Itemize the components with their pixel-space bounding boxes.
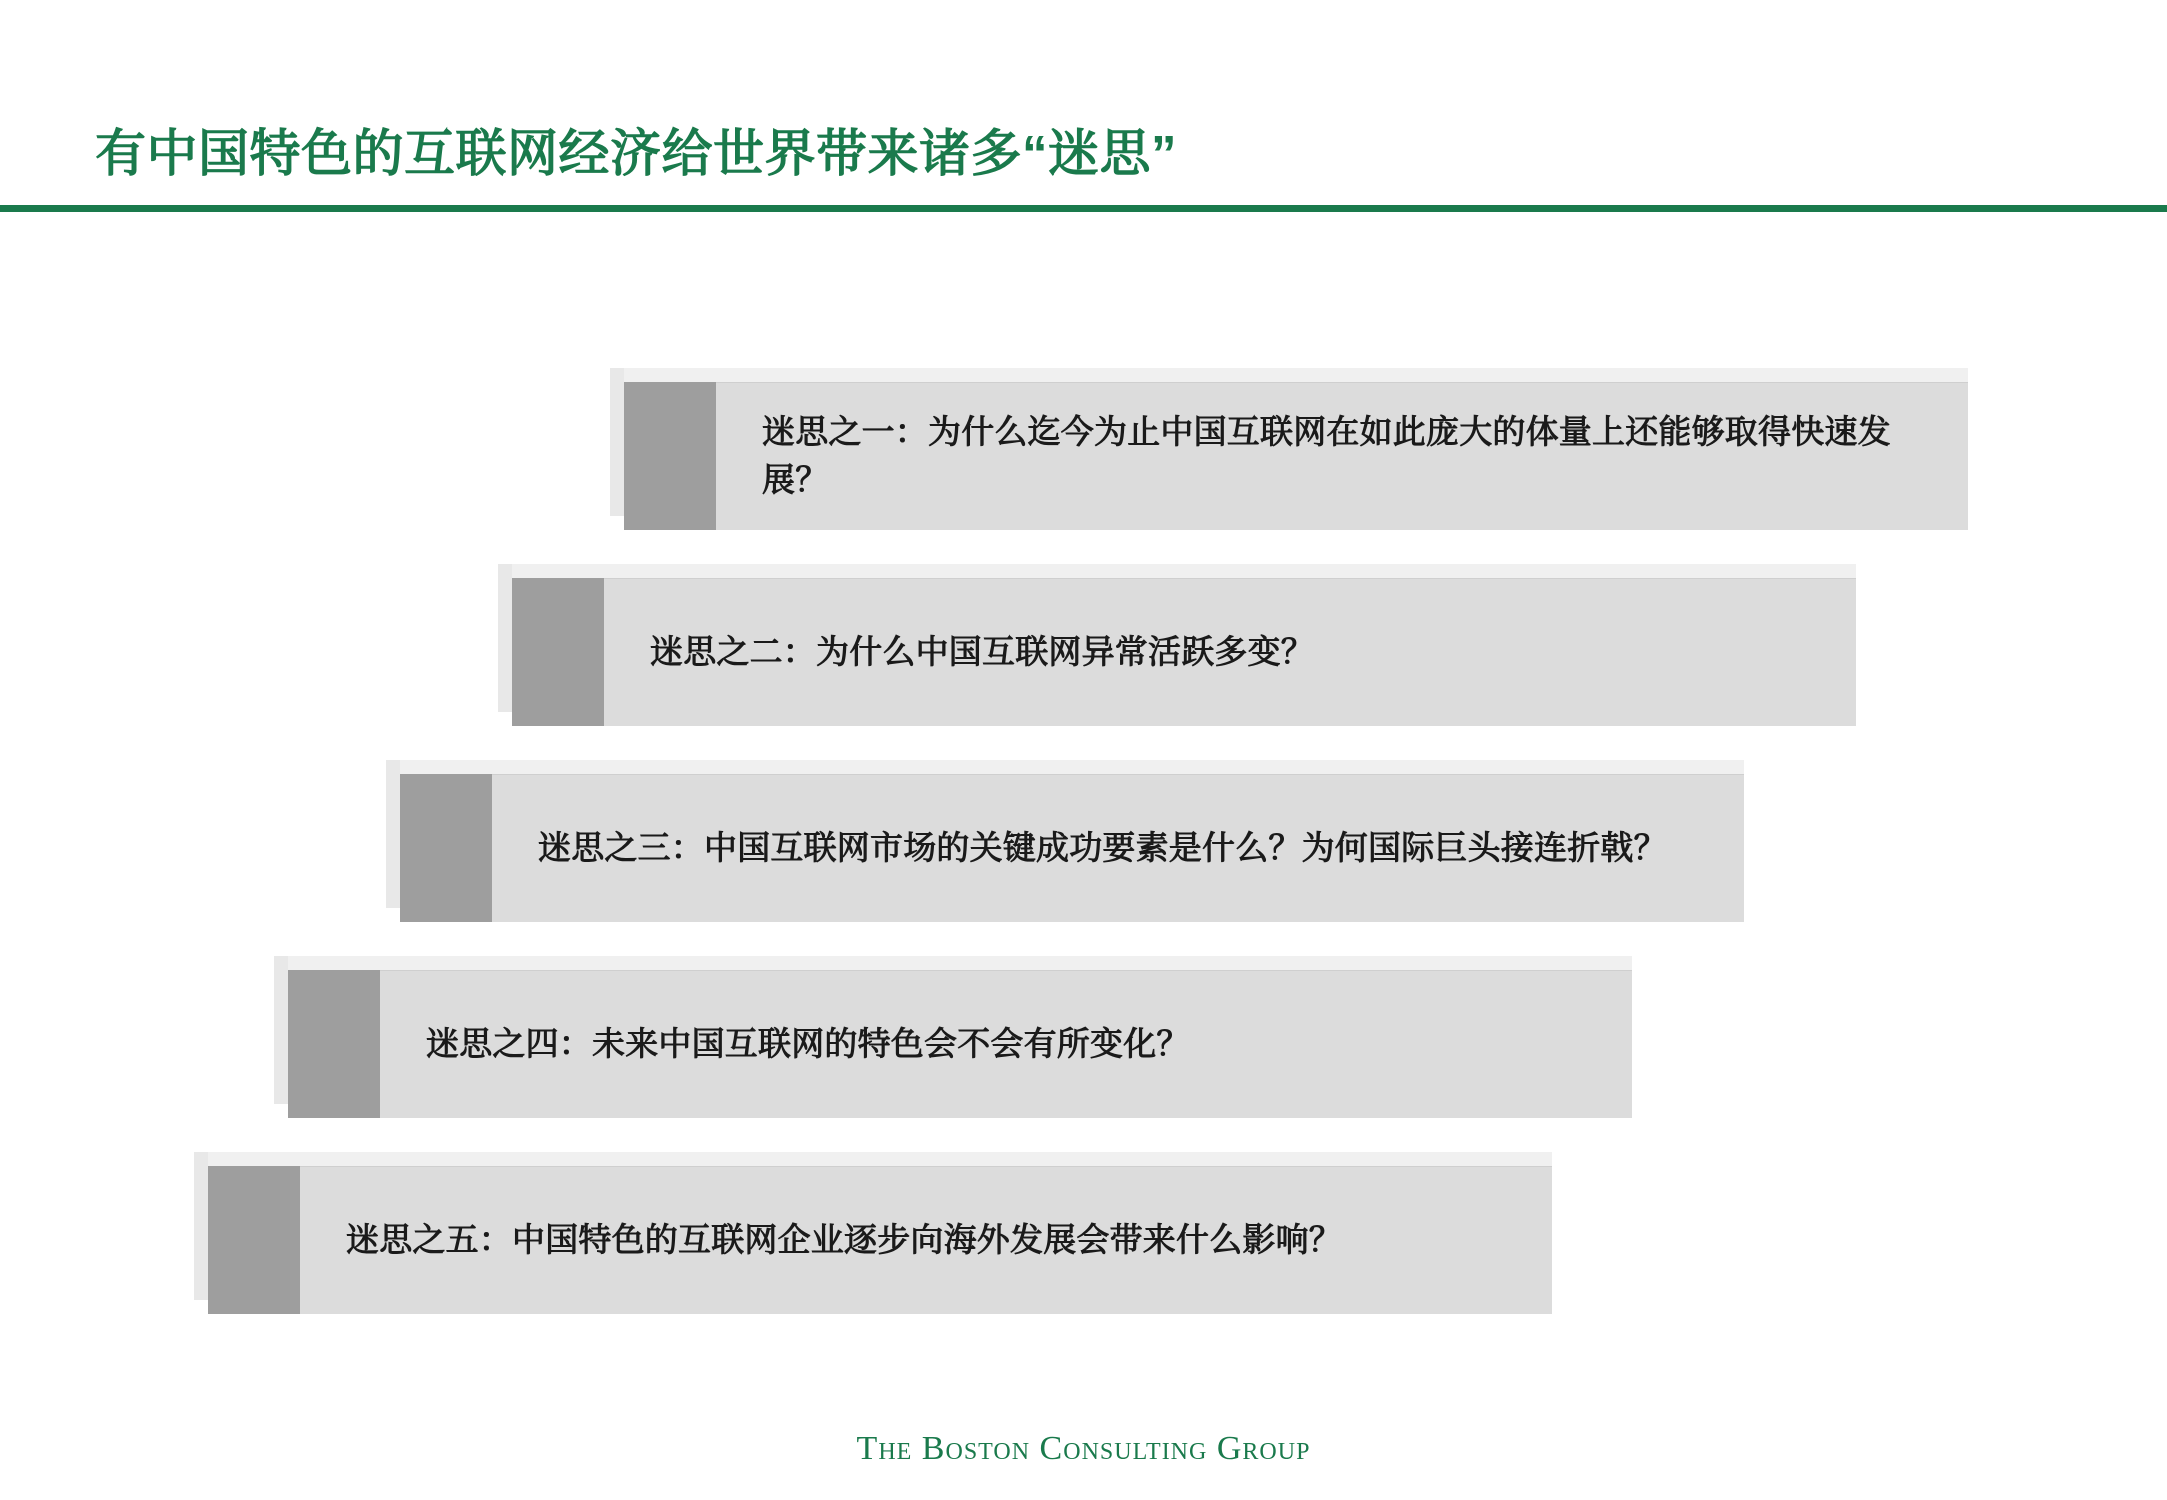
arrow-icon: [624, 382, 716, 530]
bevel-top: [400, 760, 1744, 775]
bevel-top: [512, 564, 1856, 579]
bcg-logo: The Boston Consulting Group: [856, 1430, 1311, 1467]
list-item-label: 迷思之一：为什么迄今为止中国互联网在如此庞大的体量上还能够取得快速发展？: [762, 413, 1891, 498]
bevel-top: [288, 956, 1632, 971]
list-item-body: [492, 774, 1744, 922]
bevel-side: [498, 564, 512, 712]
arrow-notch-icon: [544, 578, 604, 726]
list-item-body: [380, 970, 1632, 1118]
list-item-label: 迷思之四：未来中国互联网的特色会不会有所变化？: [426, 1025, 1190, 1063]
arrow-notch-icon: [432, 774, 492, 922]
bevel-side: [610, 368, 624, 516]
page-title: 有中国特色的互联网经济给世界带来诸多“迷思”: [95, 125, 1178, 182]
list-item: [208, 1166, 1552, 1314]
arrow-icon: [400, 774, 492, 922]
arrow-icon: [208, 1166, 300, 1314]
arrow-notch-icon: [656, 382, 716, 530]
list-item: [624, 382, 1968, 530]
list-item-body: [300, 1166, 1552, 1314]
list-item-body: [716, 382, 1968, 530]
list-item: [400, 774, 1744, 922]
arrow-notch-icon: [320, 970, 380, 1118]
bevel-side: [274, 956, 288, 1104]
list-item: [288, 970, 1632, 1118]
list-item-body: [604, 578, 1856, 726]
bevel-top: [624, 368, 1968, 383]
list-item-label: 迷思之二：为什么中国互联网异常活跃多变？: [650, 633, 1314, 671]
list-item-label: 迷思之五：中国特色的互联网企业逐步向海外发展会带来什么影响？: [346, 1221, 1342, 1259]
bevel-top: [208, 1152, 1552, 1167]
list-item: [512, 578, 1856, 726]
bevel-side: [194, 1152, 208, 1300]
arrow-icon: [512, 578, 604, 726]
bevel-side: [386, 760, 400, 908]
list-item-label: 迷思之三：中国互联网市场的关键成功要素是什么？为何国际巨头接连折戟？: [538, 829, 1667, 867]
arrow-icon: [288, 970, 380, 1118]
arrow-notch-icon: [240, 1166, 300, 1314]
